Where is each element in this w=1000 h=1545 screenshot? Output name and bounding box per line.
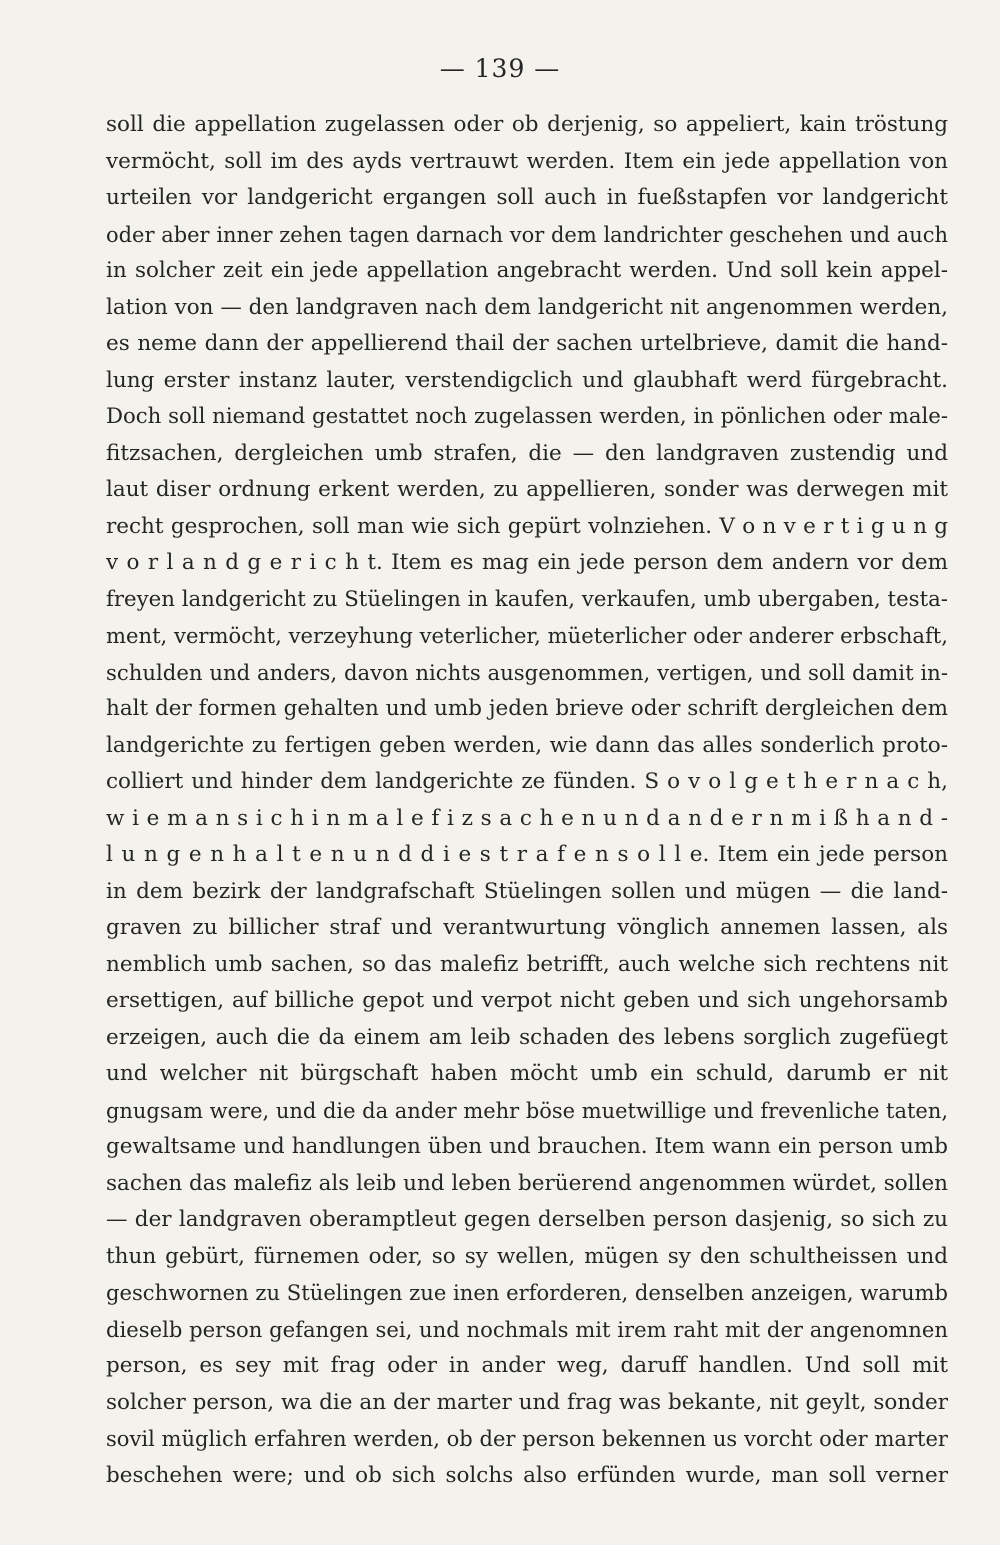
text-line: gewaltsame und handlungen üben und brauchen. Item wann ein person umb bbox=[106, 1134, 948, 1159]
text-line: urteilen vor landgericht ergangen soll auch in fueßstapfen vor landgericht bbox=[106, 185, 948, 210]
text-line: sachen das malefiz als leib und leben berüerend angenommen würdet, sollen bbox=[106, 1170, 948, 1196]
text-line: lung erster instanz lauter, verstendigclich und glaubhaft werd fürgebracht. bbox=[106, 367, 948, 393]
text-line: solcher person, wa die an der marter und frag was bekante, nit geylt, sonder bbox=[106, 1389, 948, 1415]
text-line: schulden und anders, davon nichts ausgenommen, vertigen, und soll damit in- bbox=[106, 659, 948, 685]
text-line: landgerichte zu fertigen geben werden, wie dann das alles sonderlich proto- bbox=[106, 732, 948, 758]
text-line: person, es sey mit frag oder in ander weg, daruff handlen. Und soll mit bbox=[106, 1353, 948, 1378]
text-line: laut diser ordnung erkent werden, zu appellieren, sonder was derwegen mit bbox=[106, 477, 948, 502]
body-text bbox=[106, 107, 948, 1494]
text-line: beschehen were; und ob sich solchs also erfünden wurde, man soll verner bbox=[106, 1462, 948, 1488]
text-line: erzeigen, auch die da einem am leib schaden des lebens sorglich zugefüegt bbox=[106, 1024, 948, 1050]
text-line: gnugsam were, und die da ander mehr böse muetwillige und frevenliche taten, bbox=[106, 1098, 948, 1123]
page-number: — 139 — bbox=[439, 54, 561, 83]
text-line: freyen landgericht zu Stüelingen in kaufen, verkaufen, umb ubergaben, testa- bbox=[106, 586, 948, 612]
text-line: — der landgraven oberamptleut gegen derselben person dasjenig, so sich zu bbox=[106, 1207, 948, 1232]
text-line: lation von — den landgraven nach dem landgericht nit angenommen werden, bbox=[106, 294, 948, 320]
text-line: fitzsachen, dergleichen umb strafen, die — den landgraven zustendig und bbox=[106, 440, 948, 466]
text-line: Doch soll niemand gestattet noch zugelassen werden, in pönlichen oder male- bbox=[106, 404, 948, 429]
text-line: ment, vermöcht, verzeyhung veterlicher, müeterlicher oder anderer erbschaft, bbox=[106, 623, 948, 648]
text-line: colliert und hinder dem landgerichte ze fünden. S o v o l g e t h e r n a c h, bbox=[106, 769, 948, 794]
text-line: geschwornen zu Stüelingen zue inen erforderen, denselben anzeigen, warumb bbox=[106, 1280, 949, 1305]
text-line: in solcher zeit ein jede appellation angebracht werden. Und soll kein appel- bbox=[106, 258, 948, 283]
text-line: soll die appellation zugelassen oder ob derjenig, so appeliert, kain tröstung bbox=[106, 112, 948, 137]
text-line: v o r l a n d g e r i c h t. Item es mag ein jede person dem andern vor dem bbox=[106, 550, 948, 575]
text-line: vermöcht, soll im des ayds vertrauwt werden. Item ein jede appellation von bbox=[106, 148, 948, 174]
text-line: ersettigen, auf billiche gepot und verpot nicht geben und sich ungehorsamb bbox=[106, 988, 948, 1013]
text-line: nemblich umb sachen, so das malefiz betrifft, auch welche sich rechtens nit bbox=[106, 951, 948, 977]
text-line: w i e m a n s i c h i n m a l e f i z s a c h e n u n d a n d e r n m i ß h a n d - bbox=[106, 805, 948, 831]
text-line: in dem bezirk der landgrafschaft Stüelingen sollen und mügen — die land- bbox=[106, 878, 948, 904]
text-line: recht gesprochen, soll man wie sich gepürt volnziehen. V o n v e r t i g u n g bbox=[106, 513, 948, 539]
text-line: halt der formen gehalten und umb jeden brieve oder schrift dergleichen dem bbox=[106, 696, 948, 721]
text-line: graven zu billicher straf und verantwurtung vönglich annemen lassen, als bbox=[106, 915, 948, 940]
text-line: dieselb person gefangen sei, und nochmals mit irem raht mit der angenomnen bbox=[106, 1316, 948, 1342]
text-line: oder aber inner zehen tagen darnach vor dem landrichter geschehen und auch bbox=[106, 222, 948, 247]
text-line: sovil müglich erfahren werden, ob der person bekennen us vorcht oder marter bbox=[106, 1426, 948, 1451]
text-line: l u n g e n h a l t e n u n d d i e s t r a f e n s o l l e. Item ein jede person bbox=[106, 842, 948, 867]
text-line: es neme dann der appellierend thail der sachen urtelbrieve, damit die hand- bbox=[106, 331, 948, 356]
text-line: thun gebürt, fürnemen oder, so sy wellen, mügen sy den schultheissen und bbox=[106, 1243, 948, 1269]
text-line: und welcher nit bürgschaft haben möcht umb ein schuld, darumb er nit bbox=[106, 1061, 948, 1086]
